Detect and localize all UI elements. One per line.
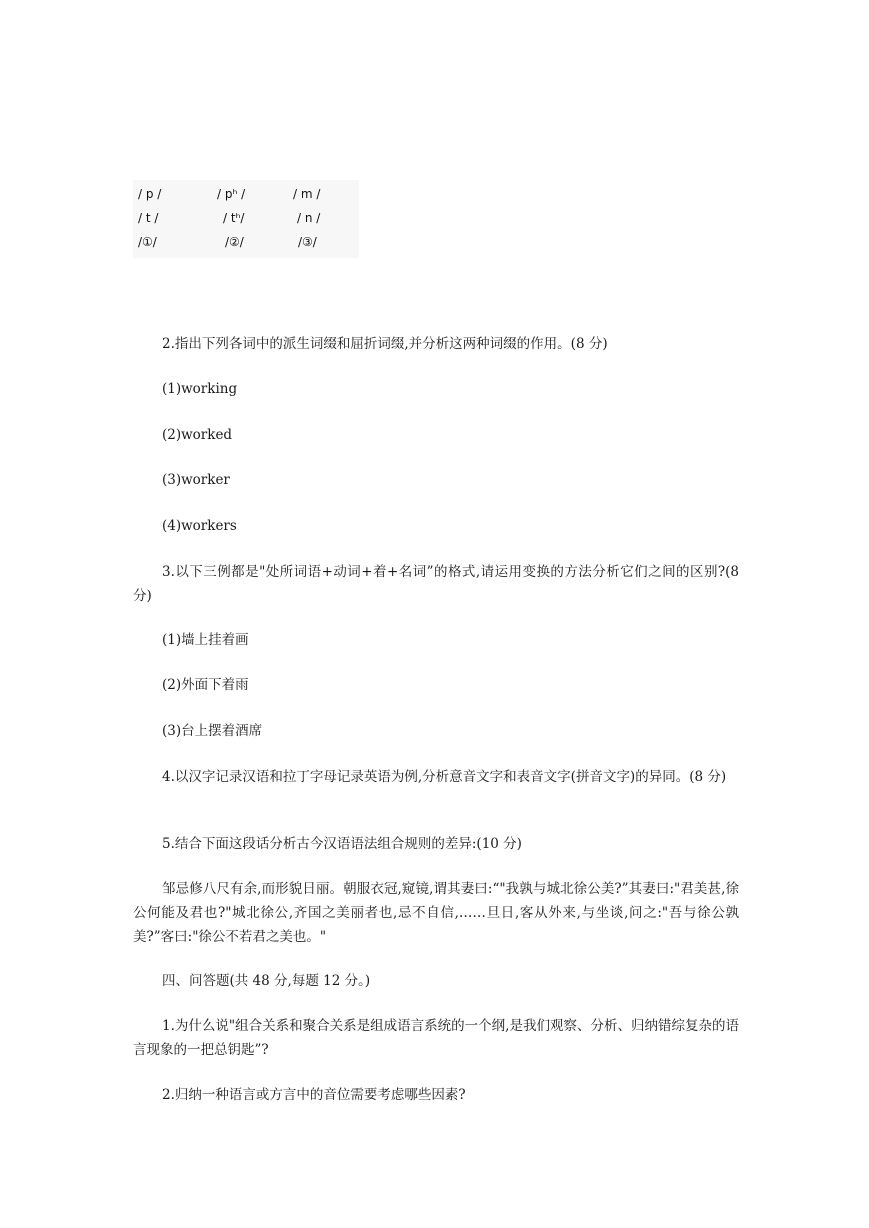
phoneme-ph: / pʰ / xyxy=(217,187,246,201)
phoneme-blank-2: /②/ xyxy=(225,235,244,249)
phoneme-p: / p / xyxy=(138,187,162,201)
question-2-prompt: 2.指出下列各词中的派生词缀和屈折词缀,并分析这两种词缀的作用。(8 分) xyxy=(162,336,608,352)
section-4-question-2: 2.归纳一种语言或方言中的音位需要考虑哪些因素? xyxy=(162,1087,466,1103)
question-2-item-3: (3)worker xyxy=(162,472,230,488)
question-2-item-1: (1)working xyxy=(162,381,238,397)
phoneme-table-image xyxy=(133,180,359,258)
question-3-prompt: 3.以下三例都是"处所词语+动词+着+名词”的格式,请运用变换的方法分析它们之间的区别?(8 分) xyxy=(133,564,739,604)
phoneme-blank-1: /①/ xyxy=(138,235,157,249)
phoneme-m: / m / xyxy=(293,187,321,201)
question-5-passage: 邹忌修八尺有余,而形貌日丽。朝服衣冠,窥镜,谓其妻曰:“"我孰与城北徐公美?”其妻曰:"君美甚,徐公何能及君也?"城北徐公,齐国之美丽者也,忌不自信,……旦日,客从外来,与坐谈,问之:"吾与徐公孰美?”客曰:"徐公不若君之美也。" xyxy=(133,881,739,945)
section-4-question-1: 1.为什么说"组合关系和聚合关系是组成语言系统的一个纲,是我们观察、分析、归纳错综复杂的语言现象的一把总钥匙”? xyxy=(133,1018,739,1058)
question-5-prompt: 5.结合下面这段话分析古今汉语语法组合规则的差异:(10 分) xyxy=(162,836,522,852)
question-2-item-4: (4)workers xyxy=(162,518,237,534)
question-4-prompt: 4.以汉字记录汉语和拉丁字母记录英语为例,分析意音文字和表音文字(拼音文字)的异同。(8 分) xyxy=(162,769,727,785)
phoneme-th: / tʰ/ xyxy=(223,211,245,225)
phoneme-t: / t / xyxy=(138,211,159,225)
phoneme-blank-3: /③/ xyxy=(298,235,317,249)
question-3-item-2: (2)外面下着雨 xyxy=(162,677,249,693)
question-3-item-3: (3)台上摆着酒席 xyxy=(162,723,263,739)
phoneme-n: / n / xyxy=(297,211,321,225)
question-3-item-1: (1)墙上挂着画 xyxy=(162,632,249,648)
section-4-heading: 四、问答题(共 48 分,每题 12 分。) xyxy=(162,973,371,989)
question-2-item-2: (2)worked xyxy=(162,427,233,443)
